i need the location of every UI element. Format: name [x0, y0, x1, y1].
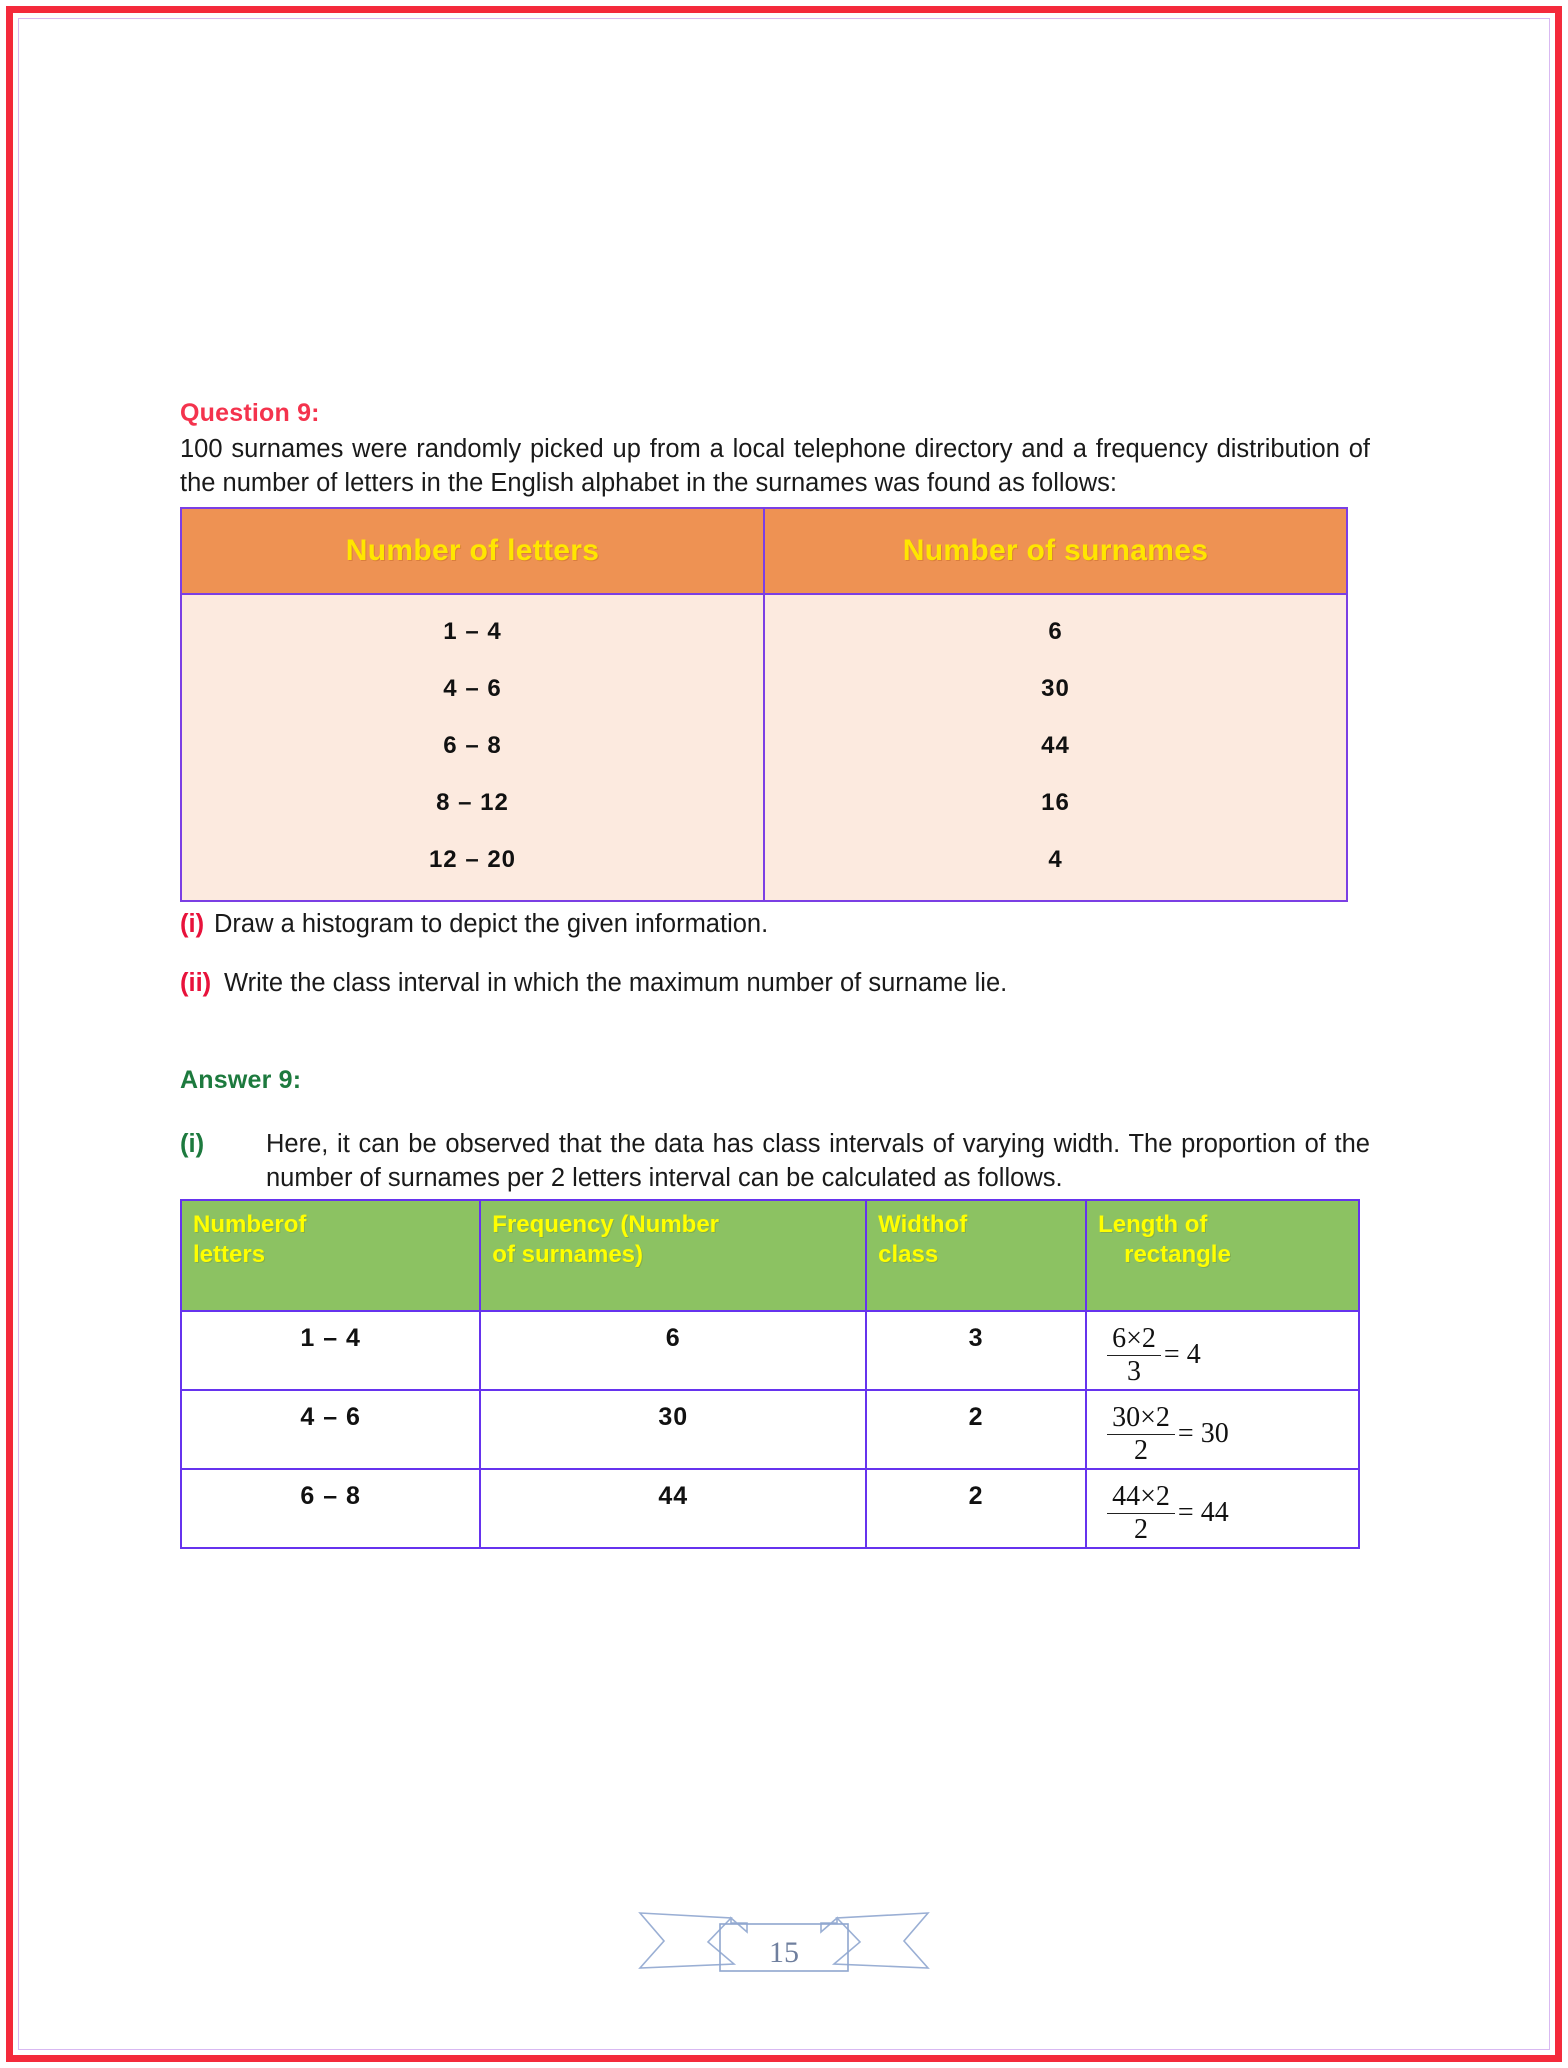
cell-length	[1086, 1311, 1359, 1390]
fraction-denominator: 3	[1107, 1355, 1161, 1386]
cell-width: 2	[866, 1469, 1086, 1548]
cell-length	[1086, 1469, 1359, 1548]
cell-surnames: 16	[764, 775, 1347, 832]
question-table	[180, 507, 1348, 902]
cell-width: 2	[866, 1390, 1086, 1469]
th-line-2: class	[878, 1241, 939, 1269]
cell-surnames: 4	[764, 832, 1347, 901]
th-line-1: Numberof	[193, 1211, 307, 1239]
question-instruction-ii	[180, 967, 1370, 1001]
page-content	[180, 398, 1370, 1549]
fraction-numerator: 6×2	[1112, 1323, 1156, 1355]
answer-table	[180, 1199, 1360, 1549]
fraction-denominator: 2	[1107, 1434, 1175, 1465]
cell-letters: 4 – 6	[181, 661, 764, 718]
table-header-row	[181, 508, 1347, 594]
cell-width: 3	[866, 1311, 1086, 1390]
table-row	[181, 1311, 1359, 1390]
fraction-denominator: 2	[1107, 1513, 1175, 1544]
table-header-row	[181, 1200, 1359, 1311]
th-line-1: Widthof	[878, 1211, 968, 1239]
table-row	[181, 594, 1347, 661]
table-row	[181, 661, 1347, 718]
cell-letters: 4 – 6	[181, 1390, 480, 1469]
cell-length	[1086, 1390, 1359, 1469]
th-line-2: of surnames)	[492, 1241, 643, 1269]
table-row	[181, 1469, 1359, 1548]
question-body: 100 surnames were randomly picked up from a local telephone directory and a frequency distribution of the number of letters in the English alphabet in the surnames was found as follows:	[180, 435, 1370, 497]
cell-frequency: 44	[480, 1469, 866, 1548]
fraction-numerator: 30×2	[1112, 1402, 1170, 1434]
cell-letters: 8 – 12	[181, 775, 764, 832]
instruction-marker-ii: (ii)	[180, 969, 212, 998]
cell-surnames: 30	[764, 661, 1347, 718]
instruction-text-ii: Write the class interval in which the maximum number of surname lie.	[224, 969, 1008, 998]
instruction-text-i: Draw a histogram to depict the given information.	[214, 909, 769, 938]
question-heading: Question 9:	[180, 399, 320, 427]
cell-letters: 6 – 8	[181, 1469, 480, 1548]
fraction-result: = 30	[1177, 1418, 1229, 1450]
table-row	[181, 1390, 1359, 1469]
fraction-expression	[1107, 1403, 1229, 1465]
fraction-expression	[1107, 1324, 1201, 1386]
answer-body: Here, it can be observed that the data has class intervals of varying width. The proportion of the number of surnames per 2 letters interval can be calculated as follows.	[266, 1130, 1370, 1192]
fraction-result: = 4	[1163, 1339, 1201, 1371]
fraction	[1107, 1324, 1161, 1386]
th-line-2: letters	[193, 1241, 266, 1269]
fraction	[1107, 1403, 1175, 1465]
page-footer	[0, 1880, 1568, 2000]
th-length-of-rectangle	[1086, 1200, 1359, 1311]
th-number-of-letters: Number of letters	[181, 508, 764, 594]
th-frequency	[480, 1200, 866, 1311]
page-number: 15	[769, 1936, 799, 1969]
fraction	[1107, 1482, 1175, 1544]
th-number-of-surnames: Number of surnames	[764, 508, 1347, 594]
fraction-expression	[1107, 1482, 1229, 1544]
cell-letters: 1 – 4	[181, 594, 764, 661]
fraction-result: = 44	[1177, 1497, 1229, 1529]
cell-letters: 1 – 4	[181, 1311, 480, 1390]
table-row	[181, 718, 1347, 775]
answer-marker-i: (i)	[180, 1130, 205, 1159]
cell-frequency: 30	[480, 1390, 866, 1469]
ribbon-banner	[634, 1880, 934, 2000]
cell-letters: 12 – 20	[181, 832, 764, 901]
table-row	[181, 775, 1347, 832]
question-instruction-i	[180, 908, 1370, 942]
th-line-1: Length of	[1098, 1211, 1208, 1239]
th-line-2: rectangle	[1124, 1241, 1231, 1269]
instruction-marker-i: (i)	[180, 909, 205, 938]
th-number-of-letters	[181, 1200, 480, 1311]
answer-heading: Answer 9:	[180, 1065, 302, 1094]
cell-frequency: 6	[480, 1311, 866, 1390]
table-row	[181, 832, 1347, 901]
cell-letters: 6 – 8	[181, 718, 764, 775]
th-line-1: Frequency (Number	[492, 1211, 720, 1239]
th-width-of-class	[866, 1200, 1086, 1311]
fraction-numerator: 44×2	[1112, 1481, 1170, 1513]
cell-surnames: 6	[764, 594, 1347, 661]
answer-paragraph	[180, 1128, 1370, 1195]
cell-surnames: 44	[764, 718, 1347, 775]
